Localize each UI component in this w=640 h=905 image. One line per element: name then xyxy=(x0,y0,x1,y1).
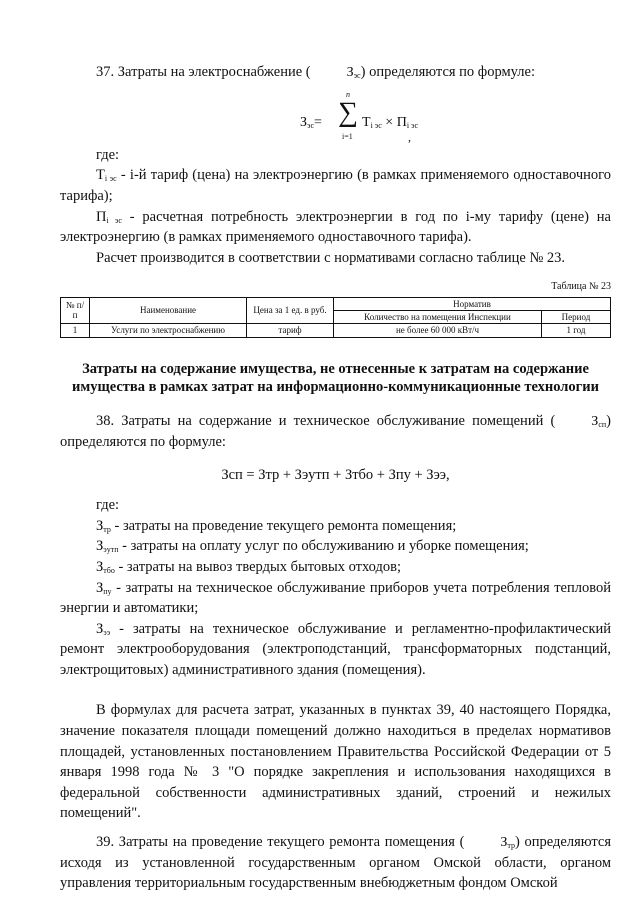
p38-intro: 38. Затраты на содержание и техническое обслуживание помещений ( $З_{сп}$) определяются по формуле: xyxy=(60,413,611,451)
formula-premises: Зсп = Зтр + Зэутп + Зтбо + Зпу + Зээ, xyxy=(221,466,450,483)
p37-intro: 37. Затраты на электроснабжение ( $З_{эс}$) определяются по формуле: xyxy=(96,64,535,80)
p37-where: где: xyxy=(96,146,120,163)
p37-def-tariff: $Т_{i эс} - i-й$ тариф (цена) на электроэнергию (в рамках применяемого одноставочного тарифа); xyxy=(60,167,611,205)
th-price: Цена за 1 ед. в руб. xyxy=(247,297,334,324)
p38-def-repair: $З_{тр}$ - затраты на проведение текущего ремонта помещения; xyxy=(96,517,457,534)
p37-def-need: $П_{i эс}$ - расчетная потребность электроэнергии в год по i-му тарифу (цене) на электроэнергию (в рамках применяемого одноставочного тарифа). xyxy=(60,208,611,246)
p39-intro: 39. Затраты на проведение текущего ремонта помещения ( $З_{тр}$) определяются исходя из установленной государственным органом Омской области, органом управления территориальным государственным внебюджетным фондом Омской xyxy=(60,833,612,892)
p38-def-waste: $З_{тбо}$ - затраты на вывоз твердых бытовых отходов; xyxy=(96,559,401,576)
sigma-symbol: ∑ xyxy=(338,96,358,128)
formula-electricity: $З_{эс}=$ ∑ n i=1 $Т_{i эс} \times П_{i эс}$ , xyxy=(300,89,419,144)
th-name: Наименование xyxy=(90,297,247,324)
th-qty: Количество на помещения Инспекции xyxy=(334,310,542,323)
p38-where: где: xyxy=(96,497,120,514)
p38-def-meters: $З_{пу}$ - затраты на техническое обслуживание приборов учета потребления тепловой энергии и автоматики; xyxy=(60,579,611,617)
area-note: В формулах для расчета затрат, указанных в пунктах 39, 40 настоящего Порядка, значение показателя площади помещений должно находиться в пределах нормативов площадей, установленных постановлением Правительства Российской Федерации от 5 января 1998 года № 3 "О порядке закрепления и использования находящихся в федеральной собственности административных зданий, строений и нежилых помещений". xyxy=(60,702,611,822)
th-num: № п/п xyxy=(61,297,90,324)
section-heading: Затраты на содержание имущества, не отнесенные к затратам на содержание имущества в рамках затрат на информационно-коммуникационные технологии xyxy=(72,360,599,396)
th-norm: Норматив xyxy=(334,297,611,310)
table-caption: Таблица № 23 xyxy=(551,281,611,293)
document-page xyxy=(60,62,611,894)
p37-calc: Расчет производится в соответствии с нормативами согласно таблице № 23. xyxy=(96,249,566,266)
p38-def-cleaning: $З_{эутп}$ - затраты на оплату услуг по обслуживанию и уборке помещения; xyxy=(96,538,529,555)
table-row: 1 Услуги по электроснабжению тариф не более 60 000 кВт/ч 1 год xyxy=(61,324,611,337)
p38-def-electrical: $З_{ээ}$ - затраты на техническое обслуживание и регламентно-профилактический ремонт электрооборудования (электроподстанций, трансформаторных подстанций, электрощитовых) административного здания (помещения). xyxy=(60,620,612,678)
th-period: Период xyxy=(542,310,611,323)
table-23 xyxy=(60,297,611,338)
